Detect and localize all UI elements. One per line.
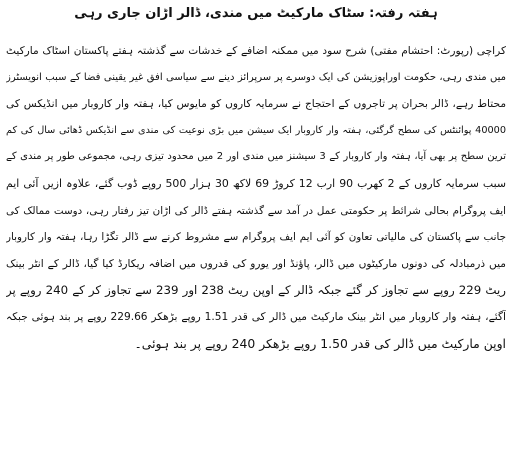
article-line: ترین سطح پر بھی آیا، ہفتہ وار کاروبار کے 3 سیشنز میں مندی اور 2 میں محدود تیزی رہی، مجموعی طور پر مندی کے: [6, 151, 506, 163]
article-line: ایف پروگرام بحالی شرائط پر حکومتی عمل در آمد سے گذشتہ ہفتے ڈالر کی اڑان تیز رفتار رہی، دوست ممالک کی: [6, 204, 506, 217]
article-body: [6, 38, 506, 357]
article-line: محتاط رہے، ڈالر بحران پر تاجروں کے احتجاج نے سرمایہ کاروں کو مایوس کیا، ہفتہ وار کاروبار میں انڈیکس کی: [6, 98, 506, 111]
article-line: کراچی (رپورٹ: احتشام مفتی) شرح سود میں ممکنہ اضافے کے خدشات سے گذشتہ ہفتے پاکستان اسٹاک مارکیٹ: [6, 45, 506, 57]
article-line: میں ذرمبادلہ کی دونوں مارکیٹوں میں ڈالر، پاؤنڈ اور یورو کی قدروں میں اضافہ ریکارڈ کیا گیا، ڈالر کے انٹر بینک: [6, 257, 506, 270]
article-line: سبب سرمایہ کاروں کے 2 کھرب 90 ارب 12 کروڑ 69 لاکھ 30 ہزار 500 روپے ڈوب گئے، علاوہ ازیں آئی ایم: [6, 176, 506, 190]
article-line: آگئے، ہفتہ وار کاروبار میں انٹر بینک مارکیٹ میں ڈالر کی قدر 1.51 روپے بڑھکر 229.66 روپے پر بند ہوئی جبکہ: [6, 310, 506, 323]
article-headline: ہفتہ رفتہ: سٹاک مارکیٹ میں مندی، ڈالر اڑان جاری رہی: [74, 6, 438, 21]
article-line: میں مندی رہی، حکومت اوراپوزیشن کی ایک دوسرے پر سرپرائز دینے سے سیاسی افق غیر یقینی فضا کے سبب انویسٹرز: [6, 71, 506, 83]
article-line: 40000 پوائنٹس کی سطح گرگئی، ہفتہ وار کاروبار ایک سیشن میں بڑی نوعیت کی مندی سے انڈیکس ڈھائی سال کی کم: [6, 124, 506, 136]
article-line: جانب سے پاکستان کی مالیاتی تعاون کو آئی ایم ایف پروگرام سے مشروط کرنے سے ڈالر تگڑا رہا، ہفتہ وار کاروبار: [6, 231, 506, 244]
article-line: اوپن مارکیٹ میں ڈالر کی قدر 1.50 روپے بڑھکر 240 روپے پر بند ہوئی۔: [134, 335, 506, 351]
article-line: ریٹ 229 روپے سے تجاوز کر گئے جبکہ ڈالر کے اوپن ریٹ 238 اور 239 سے تجاوز کر کے 240 روپے پر: [6, 283, 506, 298]
